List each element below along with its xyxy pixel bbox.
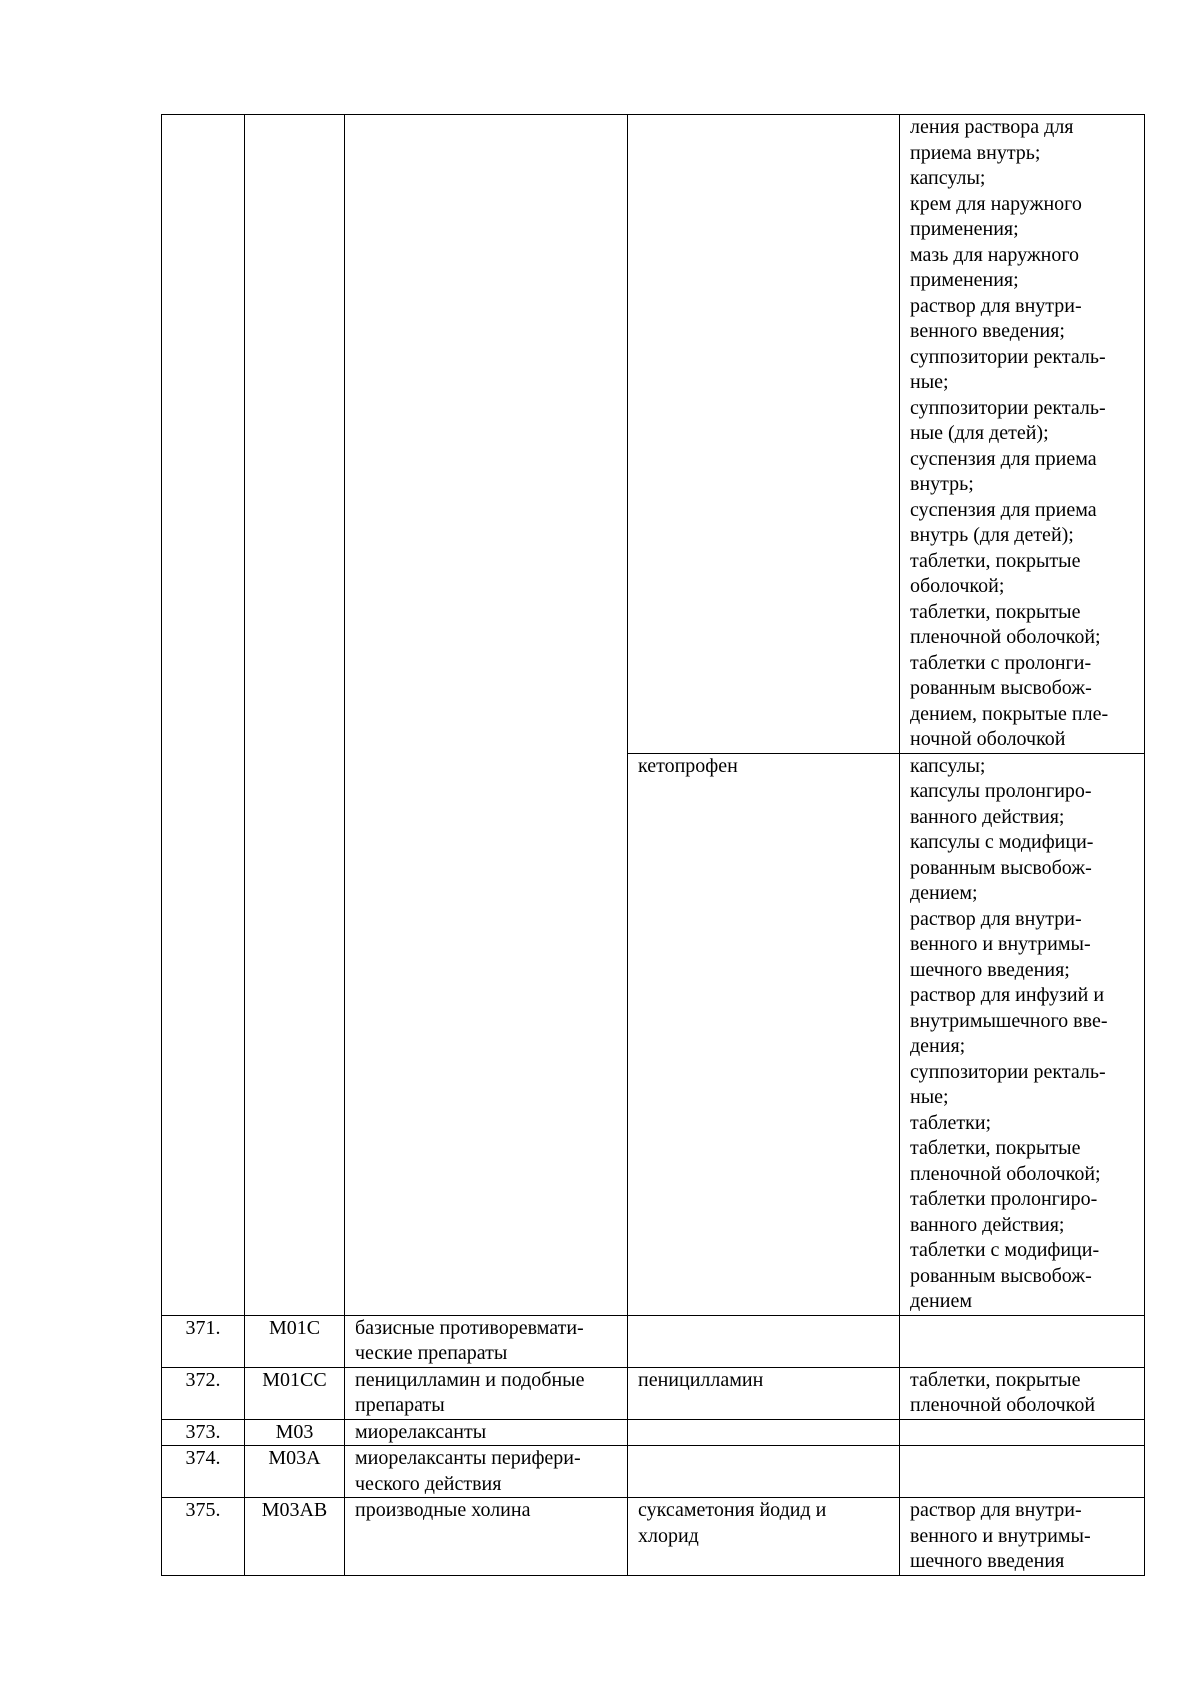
- table-row: [162, 1367, 1145, 1419]
- group-name-cell: производные холина: [345, 1498, 628, 1576]
- table-row: [162, 1419, 1145, 1446]
- atc-code-cell: M01C: [245, 1315, 345, 1367]
- atc-code-cell: M03: [245, 1419, 345, 1446]
- table-row: [162, 1315, 1145, 1367]
- drug-list-table: [161, 114, 1145, 1576]
- drug-name-cell: суксаметония йодид и хлорид: [628, 1498, 900, 1576]
- table-row: [162, 1446, 1145, 1498]
- atc-code-cell: M03A: [245, 1446, 345, 1498]
- group-name-cell: пеницилламин и подобные препараты: [345, 1367, 628, 1419]
- dosage-forms-cell: раствор для внутри- венного и внутримы- шечного введения: [900, 1498, 1145, 1576]
- group-name-cell: миорелаксанты перифери- ческого действия: [345, 1446, 628, 1498]
- dosage-forms-cell: таблетки, покрытые пленочной оболочкой: [900, 1367, 1145, 1419]
- row-number-cell: 373.: [162, 1419, 245, 1446]
- dosage-forms-cell: [900, 1419, 1145, 1446]
- row-number-cell: [162, 115, 245, 1316]
- table-row: [162, 1498, 1145, 1576]
- drug-name-cell: кетопрофен: [628, 753, 900, 1315]
- drug-name-cell: [628, 1419, 900, 1446]
- row-number-cell: 372.: [162, 1367, 245, 1419]
- dosage-forms-cell: [900, 1315, 1145, 1367]
- atc-code-cell: M03AB: [245, 1498, 345, 1576]
- drug-name-cell: пеницилламин: [628, 1367, 900, 1419]
- drug-name-cell: [628, 1315, 900, 1367]
- table-row: [162, 115, 1145, 754]
- atc-code-cell: [245, 115, 345, 1316]
- group-name-cell: базисные противоревмати- ческие препараты: [345, 1315, 628, 1367]
- drug-name-cell: [628, 1446, 900, 1498]
- row-number-cell: 375.: [162, 1498, 245, 1576]
- dosage-forms-cell: капсулы; капсулы пролонгиро- ванного действия; капсулы с модифици- рованным высвобож- дением; раствор для внутри- венного и внутримы- шечного введения; раствор для инфузий и внутримышечного вве- дения; суппозитории ректаль- ные; таблетки; таблетки, покрытые пленочной оболочкой; таблетки пролонгиро- ванного действия; таблетки с модифици- рованным высвобож- дением: [900, 753, 1145, 1315]
- row-number-cell: 374.: [162, 1446, 245, 1498]
- drug-name-cell: [628, 115, 900, 754]
- row-number-cell: 371.: [162, 1315, 245, 1367]
- group-name-cell: [345, 115, 628, 1316]
- dosage-forms-cell: [900, 1446, 1145, 1498]
- atc-code-cell: M01CC: [245, 1367, 345, 1419]
- dosage-forms-cell: ления раствора для приема внутрь; капсулы; крем для наружного применения; мазь для наружного применения; раствор для внутри- венного введения; суппозитории ректаль- ные; суппозитории ректаль- ные (для детей); суспензия для приема внутрь; суспензия для приема внутрь (для детей); таблетки, покрытые оболочкой; таблетки, покрытые пленочной оболочкой; таблетки с пролонги- рованным высвобож- дением, покрытые пле- ночной оболочкой: [900, 115, 1145, 754]
- group-name-cell: миорелаксанты: [345, 1419, 628, 1446]
